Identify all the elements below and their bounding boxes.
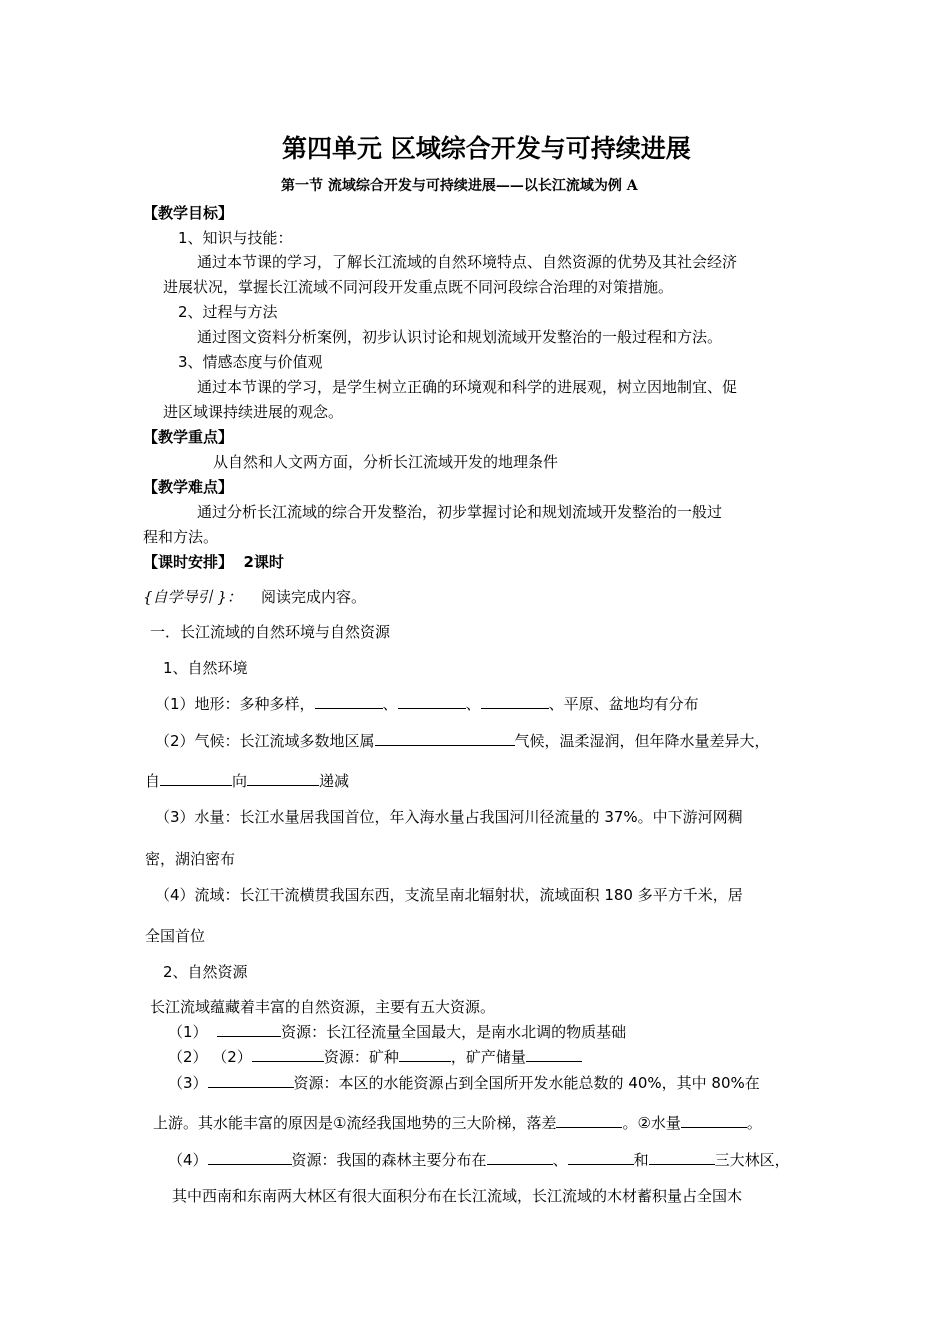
basin-line-1: （4）流域：长江干流横贯我国东西，支流呈南北辐射状，流域面积 180 多平方千米，居 <box>155 886 743 904</box>
objective-1-line-2: 进展状况，掌握长江流域不同河段开发重点既不同河段综合治理的对策措施。 <box>163 278 674 296</box>
fill-blank[interactable] <box>208 1150 292 1165</box>
fill-blank[interactable] <box>252 1047 324 1062</box>
nature-env-title: 1、自然环境 <box>163 659 248 677</box>
guide-text: 阅读完成内容。 <box>260 588 366 606</box>
resource-3-text: 资源：本区的水能资源占到全国所开发水能总数的 40%，其中 80%在 <box>293 1074 760 1092</box>
separator: 、 <box>552 1151 568 1169</box>
page-subtitle: 第一节 流域综合开发与可持续进展——以长江流域为例 A <box>281 178 638 194</box>
fill-blank[interactable] <box>247 771 319 786</box>
resource-2-text: 资源：矿种 <box>323 1048 399 1066</box>
difficulties-line-1: 通过分析长江流域的综合开发整治，初步掌握讨论和规划流域开发整治的一般过 <box>197 503 723 521</box>
fill-blank[interactable] <box>399 1047 451 1062</box>
objective-1-line-1: 通过本节课的学习，了解长江流域的自然环境特点、自然资源的优势及其社会经济 <box>197 253 738 271</box>
fill-blank[interactable] <box>681 1113 747 1128</box>
fill-blank[interactable] <box>556 1113 622 1128</box>
fill-blank[interactable] <box>568 1150 634 1165</box>
resource-4-line-2: 其中西南和东南两大林区有很大面积分布在长江流域，长江流域的木材蓄积量占全国木 <box>172 1187 743 1205</box>
separator: 、 <box>382 695 398 713</box>
fill-blank[interactable] <box>375 731 515 746</box>
fill-blank[interactable] <box>649 1150 715 1165</box>
resource-4-index: （4） <box>168 1151 208 1169</box>
climate-line <box>155 731 770 751</box>
resource-1-text: 资源：长江径流量全国最大，是南水北调的物质基础 <box>281 1023 627 1041</box>
objective-3-title: 3、情感态度与价值观 <box>178 353 323 371</box>
objective-1-title: 1、知识与技能： <box>178 229 293 247</box>
climate-suffix: 气候，温柔湿润，但年降水量差异大， <box>514 732 770 750</box>
objectives-heading: 【教学目标】 <box>143 204 234 222</box>
key-points-heading: 【教学重点】 <box>143 428 234 446</box>
schedule-heading: 【课时安排】 <box>143 553 234 571</box>
climate-decrease: 递减 <box>319 772 350 790</box>
guide-label: {自学导引 }： <box>143 588 242 606</box>
fill-blank[interactable] <box>208 1073 294 1088</box>
climate-line-2 <box>145 771 349 791</box>
guide-line <box>143 587 366 607</box>
resource-3-line <box>168 1073 760 1093</box>
objective-2-title: 2、过程与方法 <box>178 303 278 321</box>
resources-intro: 长江流域蕴藏着丰富的自然资源，主要有五大资源。 <box>150 998 496 1016</box>
fill-blank[interactable] <box>160 771 232 786</box>
page-title: 第四单元 区域综合开发与可持续进展 <box>282 134 691 163</box>
resource-3-reason: 上游。其水能丰富的原因是①流经我国地势的三大阶梯，落差 <box>153 1114 557 1132</box>
period: 。 <box>746 1114 762 1132</box>
objective-3-line-2: 进区域课持续进展的观念。 <box>163 403 344 421</box>
resource-3-line-2 <box>153 1113 762 1133</box>
schedule-value: 2课时 <box>243 553 284 571</box>
objective-3-line-1: 通过本节课的学习，是学生树立正确的环境观和科学的进展观，树立因地制宜、促 <box>197 378 738 396</box>
water-line-2: 密，湖泊密布 <box>145 850 236 868</box>
schedule-line <box>143 552 284 572</box>
basin-line-2: 全国首位 <box>145 927 206 945</box>
resource-1-index: （1） <box>168 1023 208 1041</box>
climate-to: 向 <box>232 772 248 790</box>
fill-blank[interactable] <box>217 1022 281 1037</box>
resource-2-index: （2） （2） <box>168 1048 252 1066</box>
and-word: 和 <box>633 1151 649 1169</box>
climate-prefix: （2）气候：长江流域多数地区属 <box>155 732 375 750</box>
difficulties-heading: 【教学难点】 <box>143 478 234 496</box>
difficulties-line-2: 程和方法。 <box>143 528 219 546</box>
resources-title: 2、自然资源 <box>163 963 248 981</box>
objective-2-line-1: 通过图文资料分析案例，初步认识讨论和规划流域开发整治的一般过程和方法。 <box>197 328 723 346</box>
resource-3-index: （3） <box>168 1074 208 1092</box>
fill-blank[interactable] <box>526 1047 582 1062</box>
water-line-1: （3）水量：长江水量居我国首位，年入海水量占我国河川径流量的 37%。中下游河网稠 <box>155 808 743 826</box>
resource-2-reserve: ，矿产储量 <box>450 1048 526 1066</box>
resource-1-line <box>168 1022 626 1042</box>
fill-blank[interactable] <box>481 694 549 709</box>
terrain-line <box>155 694 699 714</box>
section-1-title: 一．长江流域的自然环境与自然资源 <box>150 623 391 641</box>
terrain-suffix: 、平原、盆地均有分布 <box>548 695 699 713</box>
fill-blank[interactable] <box>315 694 383 709</box>
resource-4-text: 资源：我国的森林主要分布在 <box>291 1151 487 1169</box>
key-points-text: 从自然和人文两方面，分析长江流域开发的地理条件 <box>213 453 559 471</box>
fill-blank[interactable] <box>487 1150 553 1165</box>
resource-4-suffix: 三大林区， <box>714 1151 790 1169</box>
separator: 、 <box>465 695 481 713</box>
resource-2-line <box>168 1047 582 1067</box>
climate-from: 自 <box>145 772 161 790</box>
fill-blank[interactable] <box>398 694 466 709</box>
resource-3-water: 。②水量 <box>622 1114 681 1132</box>
resource-4-line <box>168 1150 790 1170</box>
terrain-prefix: （1）地形：多种多样， <box>155 695 315 713</box>
